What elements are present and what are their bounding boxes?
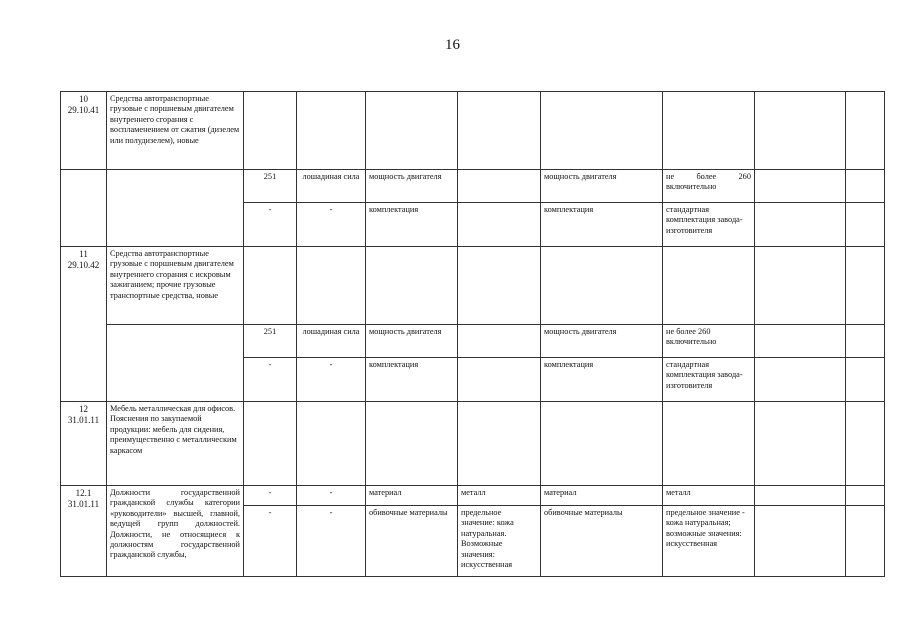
value-cell: стандартная комплектация завода-изготовителя [663,203,755,247]
page-number: 16 [445,37,460,53]
okei-code-cell: - [244,486,297,506]
unit-cell: - [297,486,366,506]
value-cell [458,203,541,247]
characteristic-cell: комплектация [541,203,663,247]
value-cell: стандартная комплектация завода-изготовителя [663,358,755,402]
unit-cell: - [297,506,366,577]
table-row [61,486,885,506]
table-row [61,170,885,203]
value-cell [458,325,541,358]
product-name-cell: Средства автотранспортные грузовые с поршневым двигателем внутреннего сгорания с искровым зажиганием; прочие грузовые транспортные средства, новые [107,247,244,325]
characteristic-cell: мощность двигателя [541,170,663,203]
product-name-cell: Средства автотранспортные грузовые с поршневым двигателем внутреннего сгорания с воспламенением от сжатия (дизелем или полудизелем), новые [107,92,244,170]
characteristic-cell: комплектация [541,358,663,402]
characteristic-cell: обивочные материалы [366,506,458,577]
table-row [61,92,885,170]
row-number-cell: 11 29.10.42 [61,247,107,402]
value-cell: не более 260 включительно [663,325,755,358]
unit-cell: - [297,203,366,247]
value-cell [458,170,541,203]
characteristic-cell: комплектация [366,358,458,402]
value-cell: предельное значение: кожа натуральная. Возможные значения: искусственная [458,506,541,577]
characteristic-cell: материал [366,486,458,506]
unit-cell: лошадиная сила [297,170,366,203]
unit-cell: - [297,358,366,402]
value-cell: металл [663,486,755,506]
row-number-cell: 12.1 31.01.11 [61,486,107,577]
okei-code-cell: - [244,203,297,247]
row-number-cell: 12 31.01.11 [61,402,107,486]
okei-code-cell: - [244,506,297,577]
value-cell [458,358,541,402]
okei-code-cell: - [244,358,297,402]
value-cell: не более 260 включительно [663,170,755,203]
table-row [61,247,885,325]
requirements-table [60,91,885,577]
characteristic-cell: материал [541,486,663,506]
table-row [61,402,885,486]
characteristic-cell: мощность двигателя [541,325,663,358]
value-cell: металл [458,486,541,506]
value-cell: предельное значение - кожа натуральная; возможные значения: искусственная [663,506,755,577]
position-name-cell: Должности государственной гражданской службы категории «руководители» высшей, главной, ведущей групп должностей. Должности, не относящиеся к должностям государственной гражданской службы, [107,486,244,577]
characteristic-cell: комплектация [366,203,458,247]
characteristic-cell: мощность двигателя [366,170,458,203]
row-number-cell: 10 29.10.41 [61,92,107,170]
unit-cell: лошадиная сила [297,325,366,358]
characteristic-cell: обивочные материалы [541,506,663,577]
okei-code-cell: 251 [244,325,297,358]
product-name-cell: Мебель металлическая для офисов. Пояснения по закупаемой продукции: мебель для сидения, преимущественно с металлическим каркасом [107,402,244,486]
characteristic-cell: мощность двигателя [366,325,458,358]
table-row [61,325,885,358]
okei-code-cell: 251 [244,170,297,203]
